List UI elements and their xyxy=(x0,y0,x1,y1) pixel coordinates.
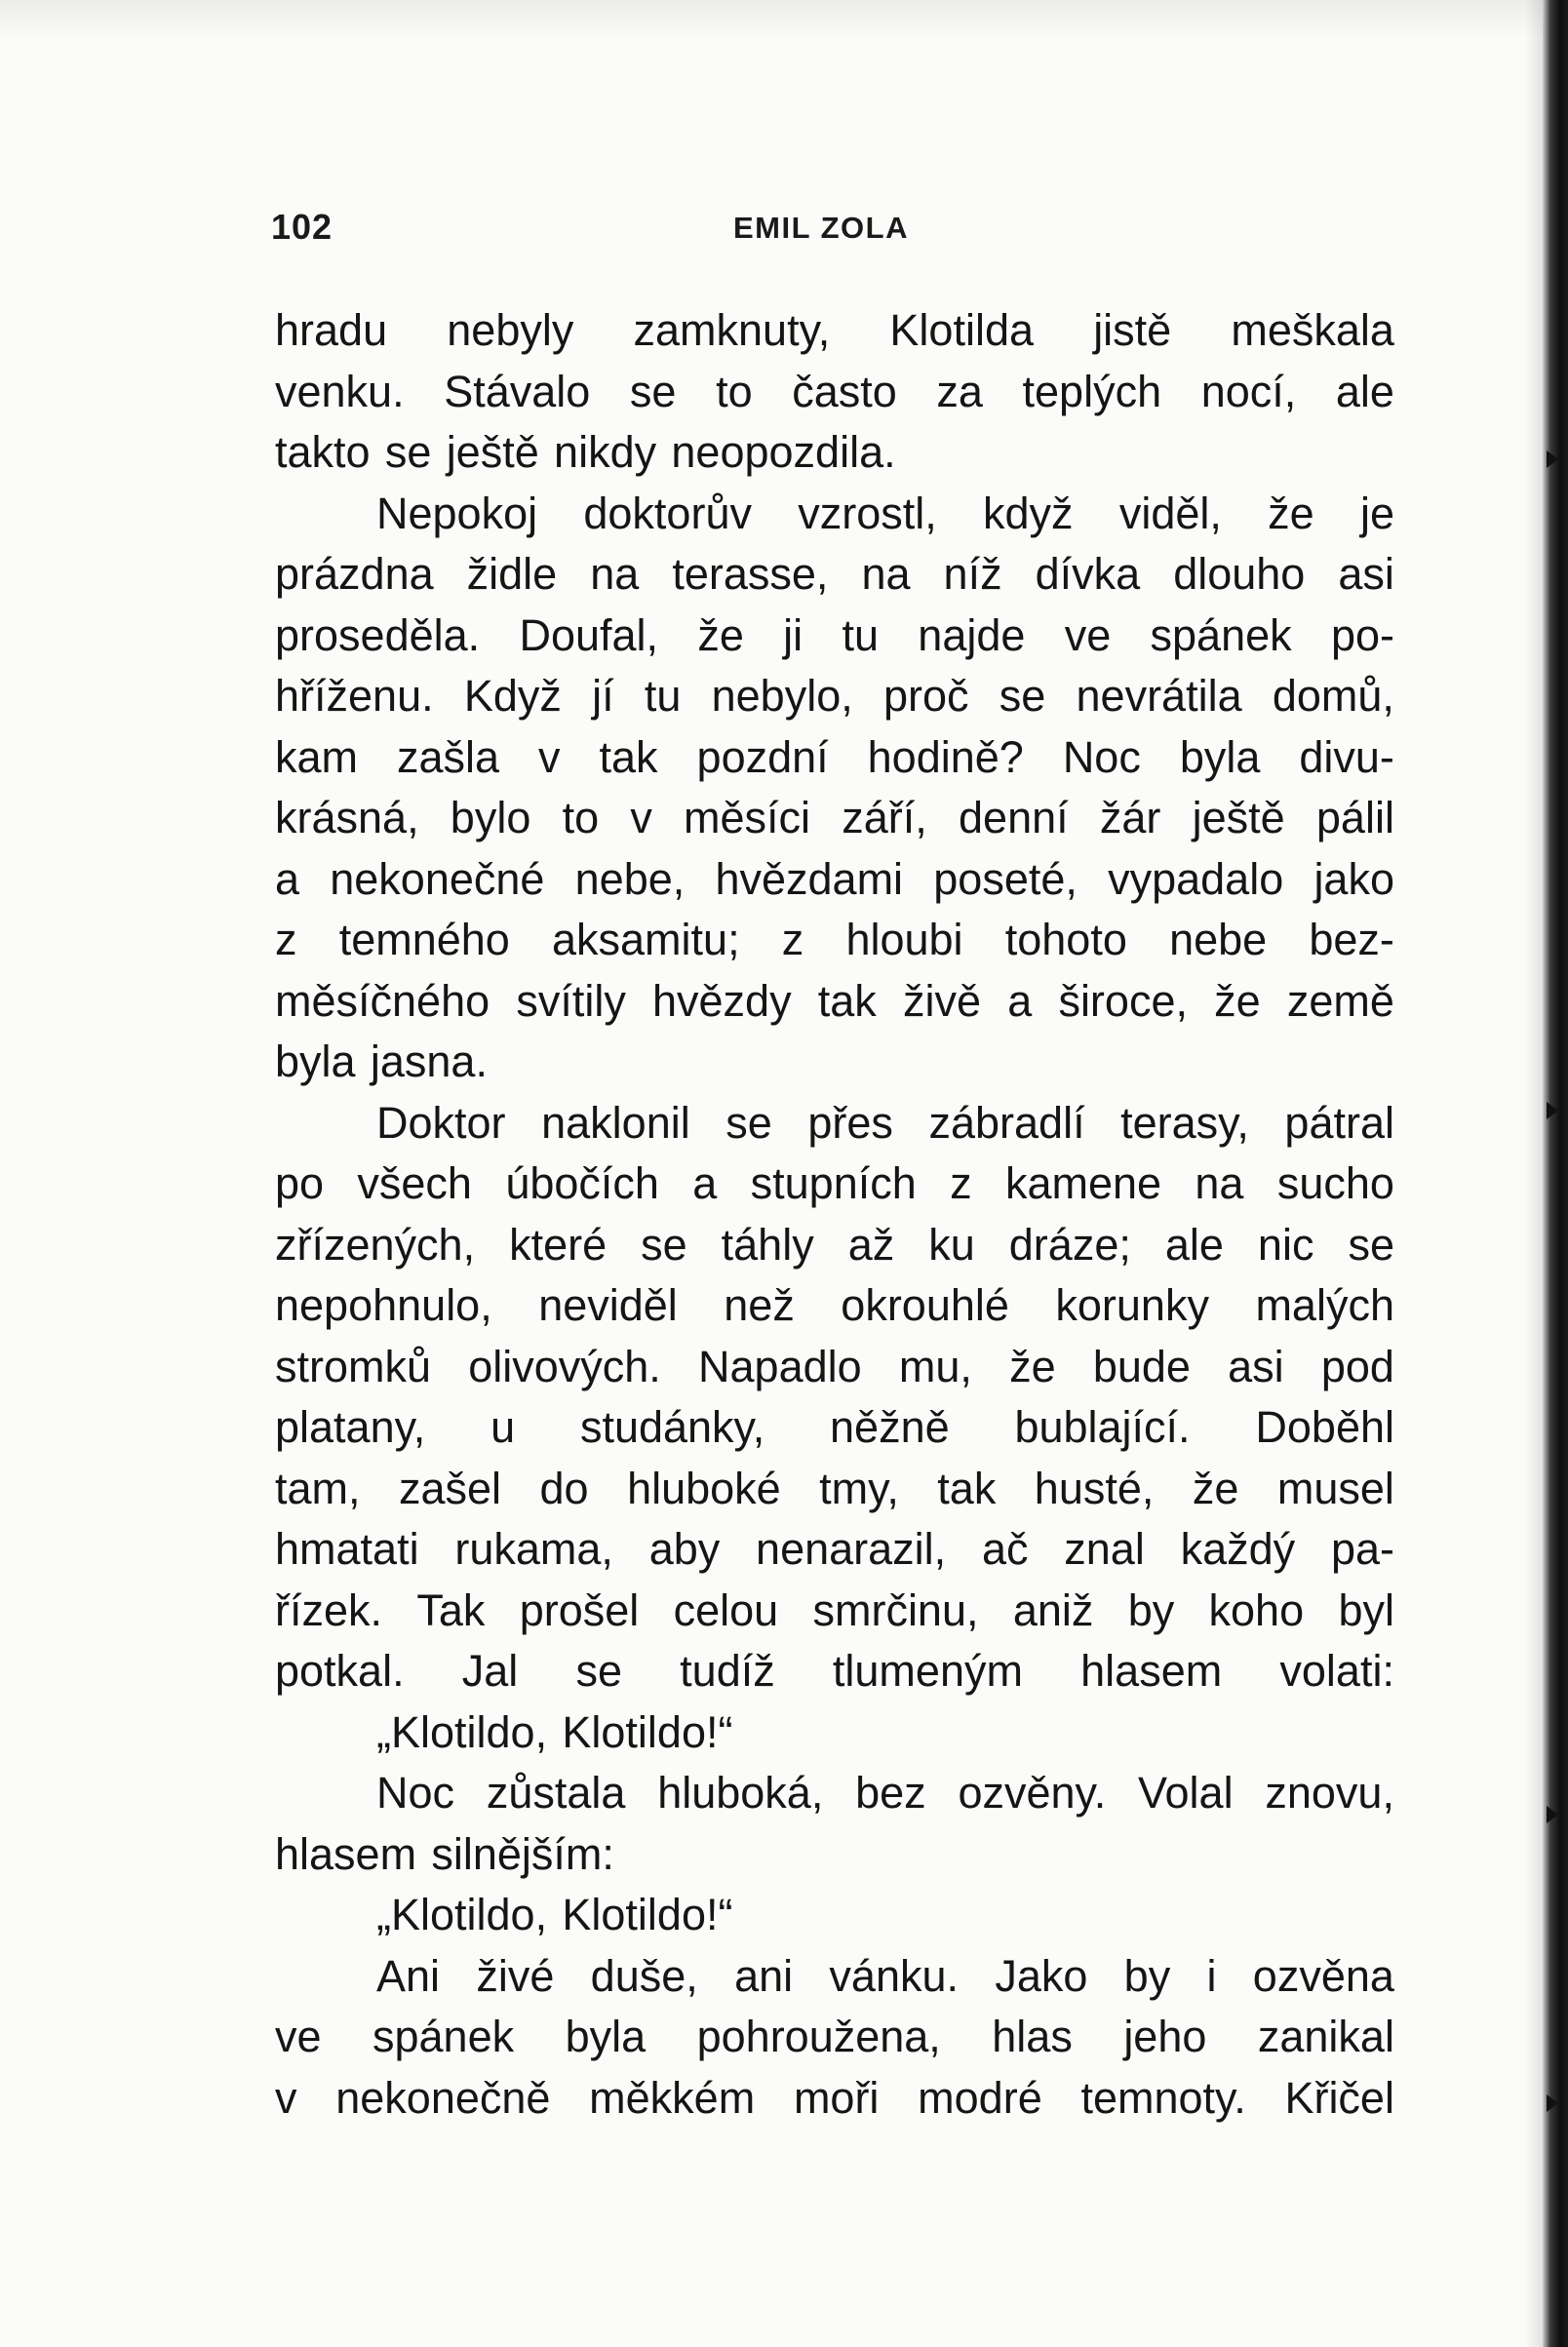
word: táhly xyxy=(721,1219,814,1270)
word: hlas xyxy=(992,2012,1073,2061)
word: po xyxy=(275,1158,325,1208)
word: židle xyxy=(466,549,558,599)
word: neviděl xyxy=(538,1280,678,1330)
page-edge-shadow xyxy=(1525,0,1543,2347)
word: hradu xyxy=(275,305,388,355)
text-line xyxy=(275,1824,1394,1886)
word: Volal xyxy=(1137,1768,1234,1818)
word: zůstala xyxy=(486,1768,626,1818)
word: by xyxy=(1123,1950,1171,2001)
word: studánky, xyxy=(579,1402,765,1452)
word: se xyxy=(384,427,432,477)
word: Nepokoj xyxy=(376,488,538,538)
word: pátral xyxy=(1284,1097,1394,1148)
word: pod xyxy=(1320,1341,1394,1391)
word: spánek xyxy=(372,2012,515,2061)
word: denní xyxy=(959,793,1069,842)
word: dráze; xyxy=(1008,1219,1131,1270)
word: a xyxy=(1007,975,1033,1026)
word: každý xyxy=(1180,1524,1296,1574)
page-number: 102 xyxy=(271,207,333,247)
word: zašla xyxy=(397,731,500,782)
word: hříženu. xyxy=(275,671,434,721)
word: Jako xyxy=(995,1950,1088,2001)
word: Doktor xyxy=(376,1097,506,1148)
word: venku. xyxy=(275,366,405,416)
word: „Klotildo, xyxy=(376,1890,548,1939)
word: vánku. xyxy=(829,1950,960,2001)
word: tudíž xyxy=(680,1646,775,1696)
word: nikdy xyxy=(554,427,657,477)
word: aby xyxy=(648,1524,721,1574)
word: okrouhlé xyxy=(841,1280,1009,1330)
word: se xyxy=(1348,1219,1394,1270)
word: Doufal, xyxy=(519,609,659,660)
word: spánek xyxy=(1150,609,1292,660)
word: rukama, xyxy=(454,1524,613,1574)
word: malých xyxy=(1255,1280,1394,1330)
word: zřízených, xyxy=(275,1219,476,1270)
word: musel xyxy=(1276,1463,1394,1513)
text-line xyxy=(275,1459,1394,1520)
word: Stávalo xyxy=(444,366,591,416)
word: že xyxy=(1009,1341,1056,1391)
word: po- xyxy=(1330,609,1394,660)
word: jeho xyxy=(1123,2012,1207,2061)
word: doktorův xyxy=(583,488,752,538)
word: se xyxy=(641,1219,687,1270)
word: meškala xyxy=(1231,305,1394,355)
word: aniž xyxy=(1012,1584,1094,1635)
word: bublající. xyxy=(1014,1402,1191,1452)
word: tmy, xyxy=(819,1463,899,1513)
text-line xyxy=(275,362,1394,423)
word: svítily xyxy=(516,975,626,1026)
word: bylo xyxy=(450,793,531,842)
word: nevrátila xyxy=(1076,671,1242,721)
text-line xyxy=(275,1215,1394,1276)
word: najde xyxy=(918,609,1026,660)
word: měsíčného xyxy=(275,975,490,1026)
word: prošel xyxy=(519,1584,640,1635)
word: bude xyxy=(1092,1341,1191,1391)
word: tohoto xyxy=(1004,915,1127,964)
word: nebyly xyxy=(447,305,574,355)
word: žár xyxy=(1099,793,1161,842)
word: hvězdami xyxy=(715,853,904,904)
word: Křičel xyxy=(1284,2072,1394,2123)
word: byla xyxy=(1179,731,1261,782)
running-head xyxy=(0,207,1568,255)
text-line xyxy=(275,1093,1394,1154)
word: tu xyxy=(842,609,879,660)
word: že xyxy=(1214,975,1261,1026)
word: Klotilda xyxy=(889,305,1035,355)
word: ani xyxy=(734,1950,794,2001)
word: viděl, xyxy=(1118,488,1222,538)
word: ač xyxy=(981,1524,1029,1574)
word: a xyxy=(275,853,300,904)
text-line xyxy=(275,606,1394,667)
word: poseté, xyxy=(933,853,1078,904)
word: znovu, xyxy=(1265,1768,1394,1818)
word: měsíci xyxy=(684,793,811,842)
text-line xyxy=(275,1641,1394,1702)
text-line xyxy=(275,849,1394,911)
word: ještě xyxy=(1192,793,1285,842)
word: by xyxy=(1127,1584,1175,1635)
word: prázdna xyxy=(275,549,434,599)
word: září, xyxy=(842,793,927,842)
word: hlasem xyxy=(1080,1646,1223,1696)
word: Když xyxy=(463,671,562,721)
word: bez xyxy=(855,1768,926,1818)
word: teplých xyxy=(1022,366,1162,416)
word: tak xyxy=(599,731,658,782)
word: Klotildo!“ xyxy=(562,1706,733,1757)
word: živě xyxy=(903,975,982,1026)
text-line xyxy=(275,1581,1394,1642)
word: tam, xyxy=(275,1463,361,1513)
word: terasy, xyxy=(1120,1097,1249,1148)
word: Noc xyxy=(1062,731,1141,782)
word: jistě xyxy=(1093,305,1172,355)
word: na xyxy=(1195,1158,1244,1208)
word: že xyxy=(697,609,744,660)
word: hodině? xyxy=(867,731,1024,782)
word: na xyxy=(590,549,640,599)
word: tak xyxy=(817,975,877,1026)
word: i xyxy=(1206,1950,1217,2001)
text-line xyxy=(275,1702,1394,1764)
word: zašel xyxy=(399,1463,502,1513)
word: zamknuty, xyxy=(633,305,831,355)
word: ve xyxy=(275,2012,322,2061)
word: všech xyxy=(357,1158,472,1208)
word: sucho xyxy=(1276,1158,1394,1208)
word: nebe xyxy=(1169,915,1268,964)
word: na xyxy=(861,549,911,599)
word: husté, xyxy=(1034,1463,1155,1513)
text-line xyxy=(275,1154,1394,1215)
word: se xyxy=(575,1646,622,1696)
word: že xyxy=(1268,488,1314,538)
word: Noc xyxy=(376,1768,455,1818)
word: nekonečně xyxy=(335,2072,551,2123)
word: hluboká, xyxy=(657,1768,824,1818)
word: nenarazil, xyxy=(756,1524,947,1574)
text-line xyxy=(275,1397,1394,1459)
word: domů, xyxy=(1272,671,1394,721)
word: nic xyxy=(1257,1219,1314,1270)
text-line xyxy=(275,1763,1394,1824)
word: z xyxy=(950,1158,972,1208)
word: duše, xyxy=(590,1950,698,2001)
page-edge xyxy=(1543,0,1568,2347)
word: jako xyxy=(1313,853,1394,904)
word: mu, xyxy=(898,1341,972,1391)
word: Jal xyxy=(461,1646,519,1696)
word: řízek. xyxy=(275,1584,383,1635)
word: široce, xyxy=(1058,975,1188,1026)
word: hvězdy xyxy=(652,975,792,1026)
word: kamene xyxy=(1004,1158,1162,1208)
word: „Klotildo, xyxy=(376,1706,548,1757)
body-text xyxy=(275,300,1394,2129)
word: nocí, xyxy=(1200,366,1297,416)
word: se xyxy=(629,366,677,416)
text-line xyxy=(275,1275,1394,1337)
word: za xyxy=(936,366,983,416)
word: které xyxy=(509,1219,608,1270)
word: pohroužena, xyxy=(696,2012,941,2061)
word: nebylo, xyxy=(711,671,853,721)
text-line xyxy=(275,422,1394,484)
text-line xyxy=(275,910,1394,971)
word: zábradlí xyxy=(928,1097,1085,1148)
word: korunky xyxy=(1055,1280,1209,1330)
word: se xyxy=(999,671,1046,721)
word: živé xyxy=(476,1950,555,2001)
running-head-title: EMIL ZOLA xyxy=(733,211,909,245)
word: a xyxy=(692,1158,718,1208)
word: zanikal xyxy=(1257,2012,1394,2061)
word: z xyxy=(781,915,804,964)
word: jasna. xyxy=(370,1037,488,1086)
word: často xyxy=(792,366,897,416)
word: ji xyxy=(783,609,804,660)
text-line xyxy=(275,666,1394,727)
word: Napadlo xyxy=(698,1341,862,1391)
word: úbočích xyxy=(505,1158,659,1208)
word: Tak xyxy=(416,1584,486,1635)
word: stromků xyxy=(275,1341,432,1391)
word: byla xyxy=(565,2012,647,2061)
scan-top-shadow xyxy=(0,0,1568,39)
word: u xyxy=(490,1402,516,1452)
word: tu xyxy=(644,671,682,721)
word: stupních xyxy=(750,1158,917,1208)
word: hmatati xyxy=(275,1524,419,1574)
word: naklonil xyxy=(541,1097,690,1148)
word: koho xyxy=(1208,1584,1305,1635)
text-line xyxy=(275,484,1394,545)
word: než xyxy=(724,1280,795,1330)
word: potkal. xyxy=(275,1646,405,1696)
text-line xyxy=(275,1032,1394,1093)
word: přes xyxy=(807,1097,893,1148)
word: měkkém xyxy=(589,2072,756,2123)
word: asi xyxy=(1228,1341,1284,1391)
text-line xyxy=(275,1519,1394,1581)
word: země xyxy=(1286,975,1394,1026)
word: vypadalo xyxy=(1108,853,1284,904)
word: až xyxy=(847,1219,895,1270)
word: divu- xyxy=(1299,731,1394,782)
word: aksamitu; xyxy=(552,915,740,964)
word: do xyxy=(539,1463,589,1513)
word: asi xyxy=(1338,549,1394,599)
word: ve xyxy=(1064,609,1112,660)
word: olivových. xyxy=(468,1341,661,1391)
word: silnějším: xyxy=(431,1828,614,1879)
text-line xyxy=(275,971,1394,1033)
word: temnoty. xyxy=(1080,2072,1246,2123)
text-line xyxy=(275,300,1394,362)
word: Klotildo!“ xyxy=(562,1890,733,1939)
word: platany, xyxy=(275,1402,426,1452)
word: ozvěny. xyxy=(958,1768,1107,1818)
word: byl xyxy=(1338,1584,1394,1635)
word: takto xyxy=(275,427,371,477)
word: že xyxy=(1192,1463,1239,1513)
word: pa- xyxy=(1330,1524,1394,1574)
word: hloubi xyxy=(845,915,963,964)
word: když xyxy=(983,488,1074,538)
word: to xyxy=(716,366,753,416)
word: krásná, xyxy=(275,793,419,842)
word: volati: xyxy=(1279,1646,1394,1696)
word: nekonečné xyxy=(330,853,545,904)
word: jí xyxy=(592,671,614,721)
word: ozvěna xyxy=(1252,1950,1394,2001)
text-line xyxy=(275,544,1394,606)
text-line xyxy=(275,1946,1394,2008)
text-line xyxy=(275,2068,1394,2130)
word: hluboké xyxy=(627,1463,781,1513)
word: modré xyxy=(918,2072,1042,2123)
word: níž xyxy=(943,549,1002,599)
word: byla xyxy=(275,1037,356,1086)
text-line xyxy=(275,1337,1394,1398)
word: Doběhl xyxy=(1255,1402,1394,1452)
word: smrčinu, xyxy=(812,1584,979,1635)
word: v xyxy=(630,793,652,842)
word: se xyxy=(725,1097,772,1148)
text-line xyxy=(275,788,1394,849)
word: pozdní xyxy=(696,731,829,782)
word: celou xyxy=(673,1584,779,1635)
word: pálil xyxy=(1315,793,1394,842)
word: něžně xyxy=(830,1402,950,1452)
word: v xyxy=(275,2072,297,2123)
word: dlouho xyxy=(1173,549,1306,599)
word: Ani xyxy=(376,1950,441,2001)
word: vzrostl, xyxy=(798,488,937,538)
word: moři xyxy=(793,2072,880,2123)
word: ještě xyxy=(446,427,539,477)
text-line xyxy=(275,2007,1394,2068)
word: z xyxy=(275,915,297,964)
word: ale xyxy=(1335,366,1394,416)
word: ku xyxy=(928,1219,975,1270)
word: dívka xyxy=(1035,549,1141,599)
text-line xyxy=(275,1885,1394,1946)
word: nepohnulo, xyxy=(275,1280,492,1330)
word: tak xyxy=(937,1463,997,1513)
word: temného xyxy=(338,915,510,964)
word: je xyxy=(1359,488,1394,538)
word: kam xyxy=(275,731,359,782)
word: terasse, xyxy=(672,549,829,599)
word: bez- xyxy=(1309,915,1394,964)
word: proseděla. xyxy=(275,609,481,660)
word: to xyxy=(562,793,600,842)
word: nebe, xyxy=(574,853,686,904)
word: tlumeným xyxy=(832,1646,1023,1696)
text-line xyxy=(275,727,1394,789)
word: ale xyxy=(1164,1219,1224,1270)
word: znal xyxy=(1064,1524,1145,1574)
word: v xyxy=(538,731,561,782)
word: hlasem xyxy=(275,1828,417,1879)
word: neopozdila. xyxy=(671,427,896,477)
word: proč xyxy=(882,671,969,721)
